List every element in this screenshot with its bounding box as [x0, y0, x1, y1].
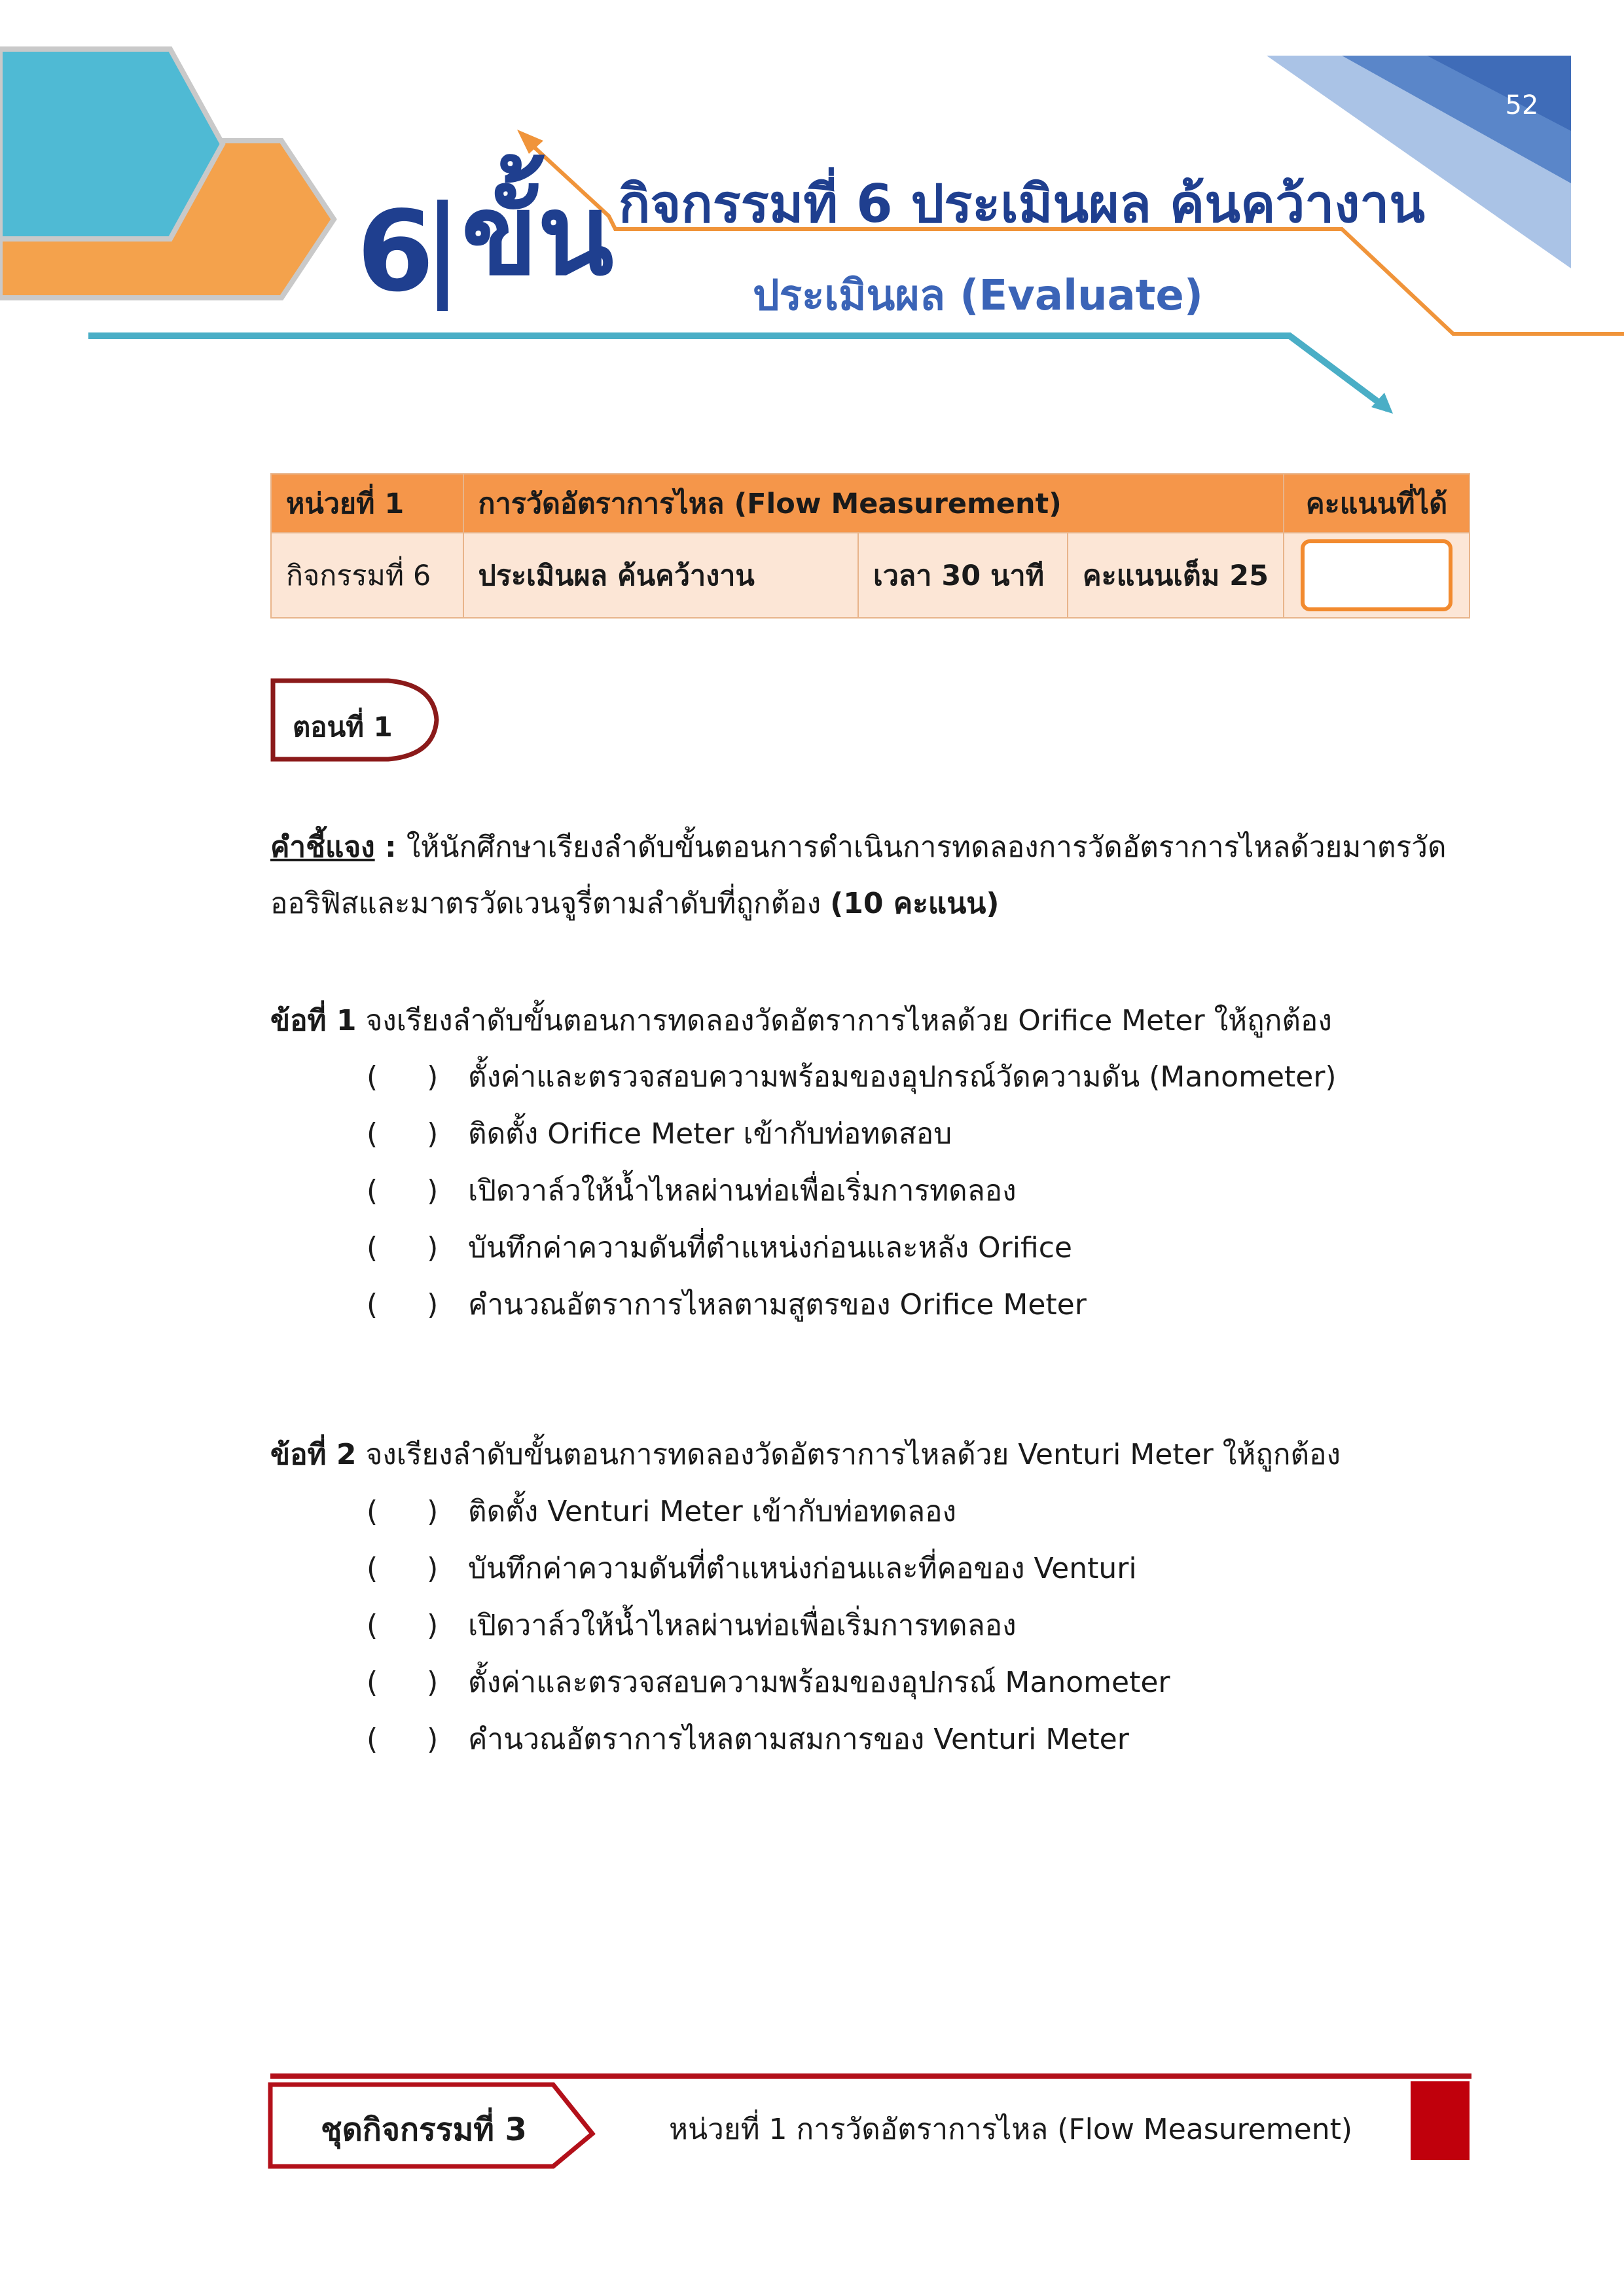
- paren-close: ): [427, 1495, 439, 1528]
- time-cell: เวลา 30 นาที: [858, 533, 1068, 618]
- step-number: 6: [357, 187, 435, 317]
- unit-label-cell: หน่วยที่ 1: [271, 474, 463, 533]
- instructions: [270, 819, 1475, 932]
- list-item: [367, 1111, 952, 1157]
- paren-open: (: [367, 1666, 378, 1699]
- score-obtained-label: คะแนนที่ได้: [1284, 474, 1470, 533]
- full-score-cell: คะแนนเต็ม 25: [1068, 533, 1284, 618]
- step-text: คำนวณอัตราการไหลตามสูตรของ Orifice Meter: [468, 1288, 1087, 1321]
- page-number: 52: [1505, 90, 1539, 120]
- paren-open: (: [367, 1552, 378, 1585]
- footer-activity-set: ชุดกิจกรรมที่ 3: [321, 2111, 527, 2148]
- activity-label-cell: กิจกรรมที่ 6: [271, 533, 463, 618]
- list-item: [367, 1602, 1017, 1648]
- list-item: [367, 1488, 956, 1534]
- question-label: ข้อที่ 2: [270, 1438, 357, 1471]
- paren-close: ): [427, 1552, 439, 1585]
- paren-open: (: [367, 1231, 378, 1265]
- step-text: เปิดวาล์วให้น้ำไหลผ่านท่อเพื่อเริ่มการทดลอง: [468, 1609, 1017, 1642]
- activity-title: กิจกรรมที่ 6 ประเมินผล ค้นคว้างาน: [619, 173, 1425, 234]
- list-item: [367, 1545, 1137, 1591]
- unit-name-cell: [463, 474, 1284, 533]
- step-text: บันทึกค่าความดันที่ตำแหน่งก่อนและหลัง Orifice: [468, 1231, 1072, 1265]
- paren-open: (: [367, 1288, 378, 1321]
- step-word: ขั้น: [461, 171, 614, 300]
- score-input-box[interactable]: [1301, 539, 1453, 611]
- paren-close: ): [427, 1174, 439, 1208]
- paren-open: (: [367, 1060, 378, 1094]
- teal-accent-line: [88, 336, 1388, 409]
- question-text: จงเรียงลำดับขั้นตอนการทดลองวัดอัตราการไหลด้วย Orifice Meter ให้ถูกต้อง: [356, 1004, 1332, 1037]
- table-row: [271, 474, 1470, 533]
- list-item: [367, 1659, 1170, 1705]
- table-row: [271, 533, 1470, 618]
- question-1-title: [270, 997, 1332, 1043]
- instructions-text: ให้นักศึกษาเรียงลำดับขั้นตอนการดำเนินการทดลองการวัดอัตราการไหลด้วยมาตรวัดออริฟิสและมาตรวัดเวนจูรี่ตามลำดับที่ถูกต้อง: [270, 831, 1447, 920]
- paren-close: ): [427, 1231, 439, 1265]
- instructions-label: คำชี้แจง: [270, 831, 375, 864]
- list-item: [367, 1282, 1087, 1327]
- list-item: [367, 1716, 1129, 1762]
- list-item: [367, 1168, 1017, 1213]
- activity-info-table: [270, 473, 1470, 619]
- list-item: [367, 1225, 1072, 1270]
- question-2-title: [270, 1431, 1341, 1477]
- question-label: ข้อที่ 1: [270, 1004, 357, 1037]
- paren-open: (: [367, 1495, 378, 1528]
- instructions-points: (10 คะแนน): [830, 887, 1000, 920]
- step-text: ตั้งค่าและตรวจสอบความพร้อมของอุปกรณ์ Manometer: [468, 1666, 1170, 1699]
- step-text: เปิดวาล์วให้น้ำไหลผ่านท่อเพื่อเริ่มการทดลอง: [468, 1174, 1017, 1208]
- paren-open: (: [367, 1723, 378, 1756]
- list-item: [367, 1054, 1337, 1100]
- section-label: ตอนที่ 1: [293, 711, 393, 743]
- activity-name-cell: ประเมินผล ค้นคว้างาน: [463, 533, 858, 618]
- paren-open: (: [367, 1117, 378, 1151]
- paren-close: ): [427, 1060, 439, 1094]
- step-text: ตั้งค่าและตรวจสอบความพร้อมของอุปกรณ์วัดความดัน (Manometer): [468, 1060, 1337, 1094]
- paren-open: (: [367, 1174, 378, 1208]
- paren-close: ): [427, 1666, 439, 1699]
- unit-name: การวัดอัตราการไหล (Flow Measurement): [478, 488, 1062, 520]
- activity-subtitle: ประเมินผล (Evaluate): [753, 272, 1203, 320]
- step-text: ติดตั้ง Orifice Meter เข้ากับท่อทดสอบ: [468, 1117, 952, 1151]
- score-box-cell: [1284, 533, 1470, 618]
- paren-close: ): [427, 1117, 439, 1151]
- question-text: จงเรียงลำดับขั้นตอนการทดลองวัดอัตราการไหลด้วย Venturi Meter ให้ถูกต้อง: [356, 1438, 1341, 1471]
- paren-close: ): [427, 1288, 439, 1321]
- step-divider: [437, 200, 448, 311]
- paren-close: ): [427, 1723, 439, 1756]
- step-text: คำนวณอัตราการไหลตามสมการของ Venturi Meter: [468, 1723, 1129, 1756]
- paren-open: (: [367, 1609, 378, 1642]
- paren-close: ): [427, 1609, 439, 1642]
- instructions-separator: :: [374, 831, 406, 864]
- step-text: ติดตั้ง Venturi Meter เข้ากับท่อทดลอง: [468, 1495, 956, 1528]
- step-text: บันทึกค่าความดันที่ตำแหน่งก่อนและที่คอของ Venturi: [468, 1552, 1137, 1585]
- footer-unit: หน่วยที่ 1 การวัดอัตราการไหล (Flow Measurement): [669, 2113, 1353, 2146]
